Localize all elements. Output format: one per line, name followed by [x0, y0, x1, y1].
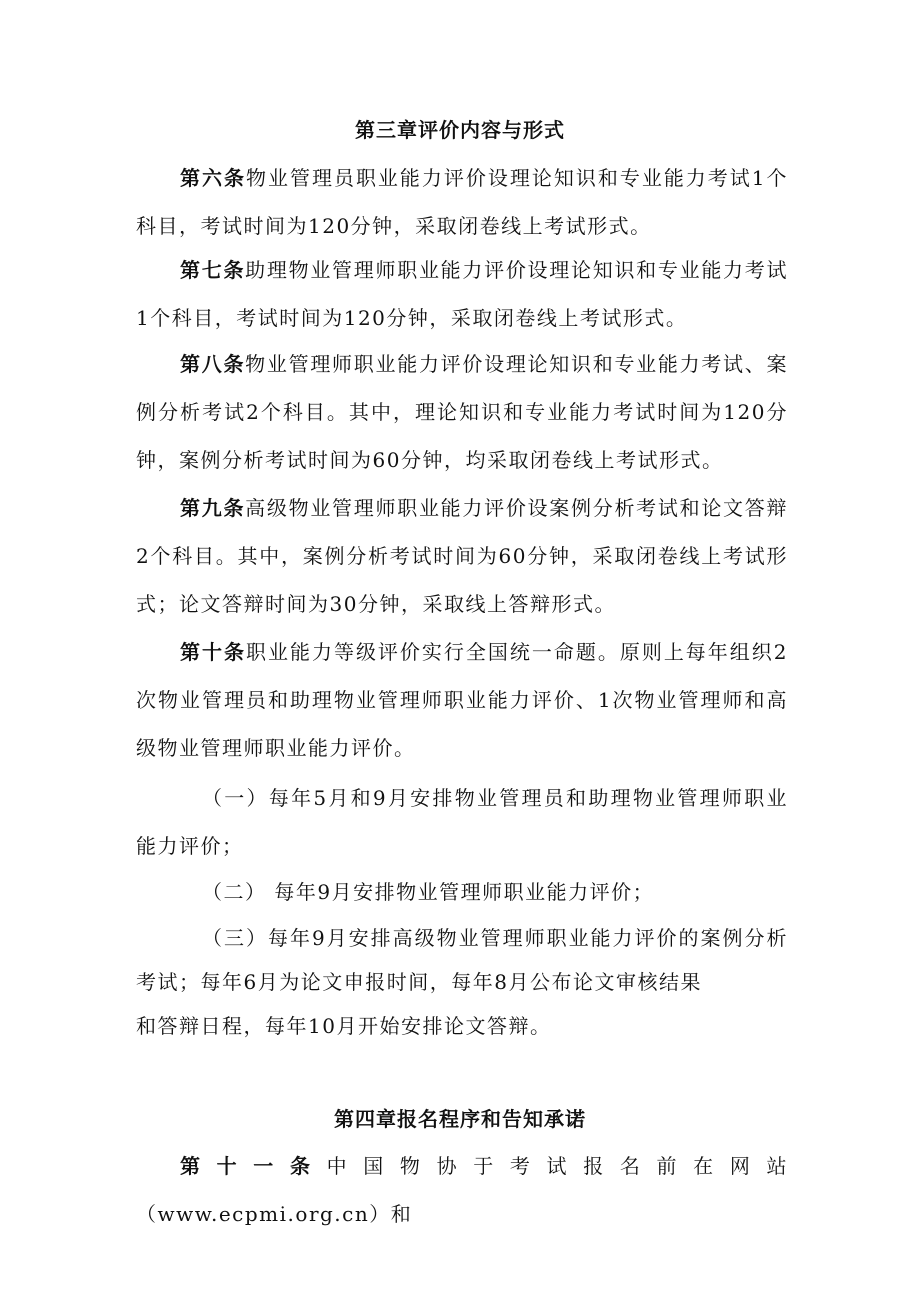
article-10-label: 第十条	[180, 640, 246, 664]
chapter-4-title: 第四章报名程序和告知承诺	[334, 1107, 586, 1131]
article-7	[136, 246, 788, 342]
article-11	[136, 1142, 788, 1238]
list-item-3-line-1: （三）每年9月安排高级物业管理师职业能力评价的案例分析考试；每年6月为论文申报时间，每年8月公布论文审核结果	[136, 926, 788, 994]
article-8-label: 第八条	[180, 352, 246, 376]
article-11-label: 第十一条	[180, 1154, 327, 1178]
article-11-text: 中国物协于考试报名前在网站（www.ecpmi.org.cn）和	[136, 1154, 788, 1226]
article-6-text: 物业管理员职业能力评价设理论知识和专业能力考试1个科目，考试时间为120分钟，采取闭卷线上考试形式。	[136, 166, 789, 238]
article-8-text: 物业管理师职业能力评价设理论知识和专业能力考试、案例分析考试2个科目。其中，理论知识和专业能力考试时间为120分钟，案例分析考试时间为60分钟，均采取闭卷线上考试形式。	[136, 352, 789, 472]
chapter-3-title: 第三章评价内容与形式	[355, 118, 565, 142]
article-7-label: 第七条	[180, 258, 246, 282]
article-10-text: 职业能力等级评价实行全国统一命题。原则上每年组织2次物业管理员和助理物业管理师职业能力评价、1次物业管理师和高级物业管理师职业能力评价。	[136, 640, 789, 760]
article-6	[136, 154, 788, 250]
article-10	[136, 628, 788, 772]
article-9-text: 高级物业管理师职业能力评价设案例分析考试和论文答辩2个科目。其中，案例分析考试时间为60分钟，采取闭卷线上考试形式；论文答辩时间为30分钟，采取线上答辩形式。	[136, 496, 789, 616]
article-9	[136, 484, 788, 628]
list-item-3	[136, 916, 788, 1048]
article-9-label: 第九条	[180, 496, 246, 520]
article-7-text: 助理物业管理师职业能力评价设理论知识和专业能力考试1个科目，考试时间为120分钟，采取闭卷线上考试形式。	[136, 258, 789, 330]
list-item-2: （二） 每年9月安排物业管理师职业能力评价；	[202, 880, 655, 904]
list-item-1: （一）每年5月和9月安排物业管理员和助理物业管理师职业能力评价；	[136, 786, 788, 858]
list-item-3-line-2: 和答辩日程，每年10月开始安排论文答辩。	[136, 1014, 552, 1038]
article-8	[136, 340, 788, 484]
article-6-label: 第六条	[180, 166, 246, 190]
